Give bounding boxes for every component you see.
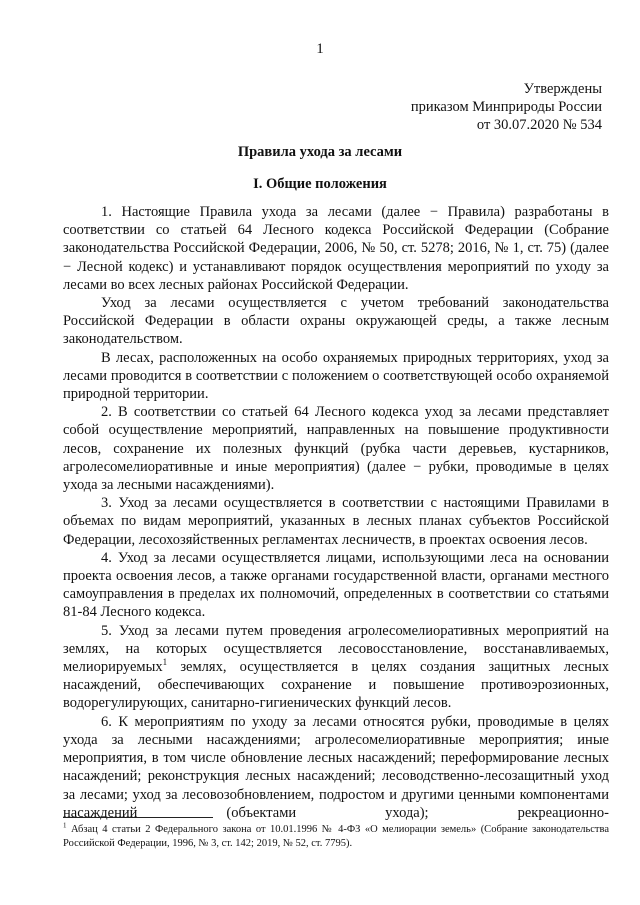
document-title: Правила ухода за лесами	[237, 144, 403, 160]
approval-line-3: от 30.07.2020 № 534	[476, 117, 602, 133]
paragraph-1-2: Уход за лесами осуществляется с учетом требований законодательства Российской Федерации в области охраны окружающей среды, а также лесным законодательством.	[63, 295, 609, 348]
footnote-text: Абзац 4 статьи 2 Федерального закона от 10.01.1996 № 4-ФЗ «О мелиорации земель» (Собрание законодательства Российской Федерации, 1996, № 3, ст. 142; 2019, № 52, ст. 7795).	[63, 824, 609, 849]
paragraph-4: 4. Уход за лесами осуществляется лицами, использующими леса на основании проекта освоения лесов, а также органами государственной власти, органами местного самоуправления в пределах их полномочий, определенных в соответствии со статьями 81-84 Лесного кодекса.	[63, 549, 609, 621]
approval-line-2: приказом Минприроды России	[410, 99, 602, 115]
footnote-separator	[63, 817, 213, 818]
paragraph-5-end: землях, осуществляется в целях создания защитных лесных насаждений, обеспечивающих сохранение и повышение противоэрозионных, водорегулирующих, санитарно-гигиенических функций лесов.	[63, 659, 609, 712]
paragraph-5-start: 5. Уход за лесами путем проведения агролесомелиоративных мероприятий на землях, на которых осуществляется лесовосстановление, восстанавливаемых, мелиорируемых	[63, 622, 609, 676]
page-number: 1	[316, 41, 324, 57]
paragraph-1-3: В лесах, расположенных на особо охраняемых природных территориях, уход за лесами проводится в соответствии с положением о соответствующей особо охраняемой природной территории.	[63, 349, 609, 403]
footnote-number: 1	[63, 821, 67, 830]
paragraph-2: 2. В соответствии со статьей 64 Лесного кодекса уход за лесами представляет собой осуществление мероприятий, направленных на повышение продуктивности лесов, сохранение их полезных функций (рубка части деревьев, кустарников, агролесомелиоративные и иные мероприятия) (далее − рубки, проводимые в целях ухода за лесными насаждениями).	[63, 404, 609, 494]
paragraph-6: 6. К мероприятиям по уходу за лесами относятся рубки, проводимые в целях ухода за лесными насаждениями; агролесомелиоративные мероприятия; иные мероприятия, в том числе обновление лесных насаждений; переформирование лесных насаждений; реконструкция лесных насаждений; лесоводственно-лесозащитный уход за лесами; уход за лесовозобновлением, подростом и другими ценными компонентами насаждений (объектами ухода); рекреационно-	[63, 713, 609, 821]
footnote-reference: 1	[162, 657, 168, 668]
section-heading: I. Общие положения	[253, 176, 387, 192]
paragraph-3: 3. Уход за лесами осуществляется в соответствии с настоящими Правилами в объемах по видам мероприятий, указанных в лесных планах субъектов Российской Федерации, лесохозяйственных регламентах лесничеств, в проектах освоения лесов.	[63, 495, 609, 548]
approval-line-1: Утверждены	[523, 81, 602, 97]
paragraph-1: 1. Настоящие Правила ухода за лесами (далее − Правила) разработаны в соответствии со статьей 64 Лесного кодекса Российской Федерации (Собрание законодательства Российской Федерации, 2006, № 50, ст. 5278; 2016, № 1, ст. 75) (далее − Лесной кодекс) и устанавливают порядок осуществления мероприятий по уходу за лесами во всех лесных районах Российской Федерации.	[63, 204, 609, 293]
paragraph-5	[63, 622, 609, 713]
approval-block	[411, 80, 602, 134]
footnote	[63, 823, 609, 851]
document-body	[63, 203, 609, 822]
